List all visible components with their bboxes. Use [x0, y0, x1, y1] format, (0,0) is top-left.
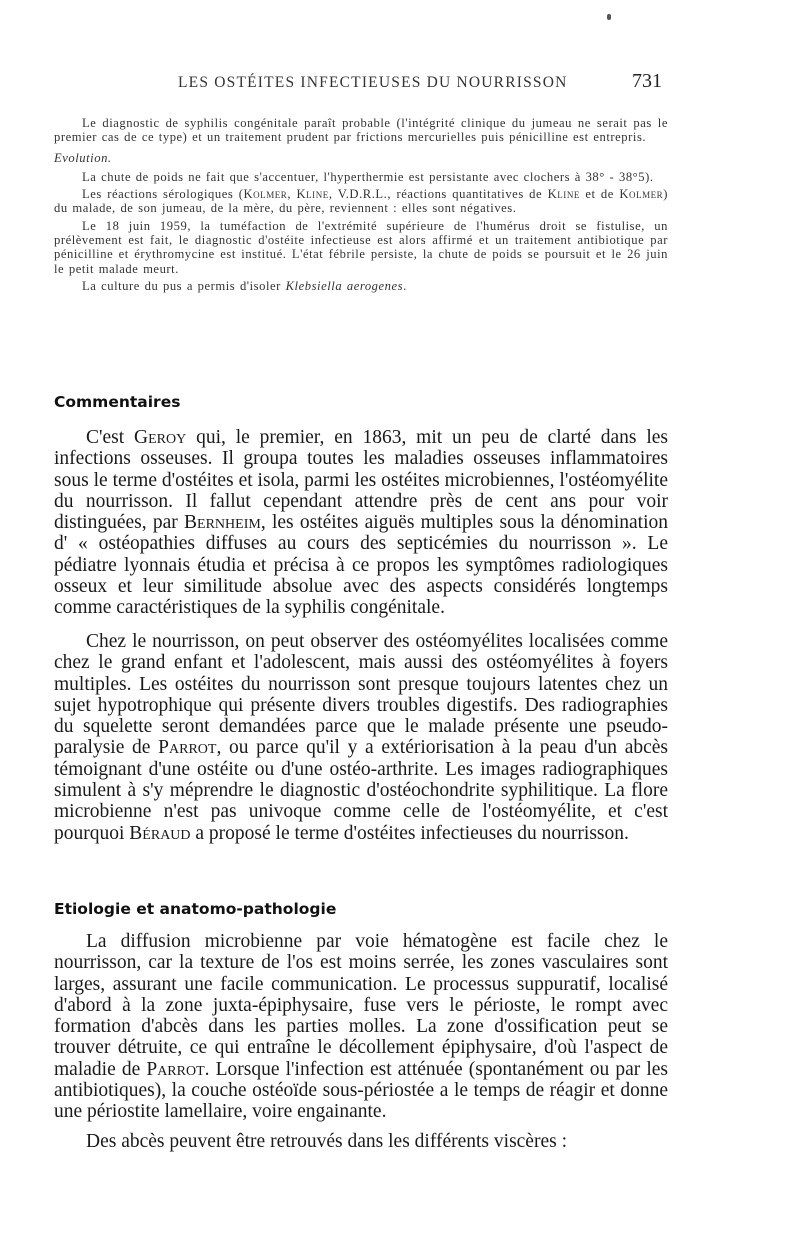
section-heading-commentaires: Commentaires: [54, 393, 181, 411]
case-report: [54, 116, 668, 293]
case-paragraph: Le diagnostic de syphilis congénitale paraît probable (l'intégrité clinique du jumeau ne serait pas le premier cas de ce type) et un traitement prudent par frictions mercurielles puis pénicilline est entrepris.: [54, 116, 668, 145]
body-paragraph: [54, 631, 668, 844]
text-run: et de: [579, 187, 620, 202]
text-run: ) du malade, de son jumeau, de la mère, du père, reviennent : elles sont négatives.: [54, 187, 668, 216]
case-paragraph: Le 18 juin 1959, la tuméfaction de l'extrémité supérieure de l'humérus droit se fistulise, un prélèvement est fait, le diagnostic d'ostéite infectieuse est alors affirmé et un traitement antibiotique par pénicilline et érythromycine est institué. L'état fébrile persiste, la chute de poids se poursuit et le 26 juin le petit malade meurt.: [54, 218, 668, 276]
paragraph-text: [54, 931, 668, 1123]
text-run: qui, le premier, en 1863, mit un peu de clarté dans les infections osseuses. Il groupa toutes les maladies osseuses inflammatoires sous le terme d'ostéites et isola, parmi les ostéites microbiennes, l'ostéomyélite du nourrisson. Il fallut cependant attendre près de cent ans pour voir distinguées, par: [54, 427, 668, 534]
text-run: La diffusion microbienne par voie hématogène est facile chez le nourrisson, car la texture de l'os est moins serrée, les zones vasculaires sont larges, assurant une facile communication. Le processus suppuratif, localisé d'abord à la zone juxta-épiphysaire, fuse vers le périoste, le rompt avec formation d'abcès dans les parties molles. La zone d'ossification peut se trouver détruite, ce qui entraîne le décollement épiphysaire, d'où l'aspect de maladie de: [54, 931, 668, 1080]
body-paragraph: [54, 931, 668, 1123]
text-run: La culture du pus a permis d'isoler: [82, 278, 286, 293]
page-number: 731: [632, 70, 662, 92]
text-run: ,: [287, 187, 297, 202]
print-speck: [607, 14, 611, 20]
case-paragraph: La chute de poids ne fait que s'accentuer, l'hyperthermie est persistante avec clochers à 38° - 38°5).: [82, 169, 654, 184]
paragraph-text: [54, 631, 668, 844]
organism-name: Klebsiella aerogenes: [285, 278, 404, 293]
text-run: Les réactions sérologiques (: [82, 187, 244, 202]
author-name: Bernheim: [184, 512, 261, 534]
author-name: Kline: [547, 187, 580, 202]
text-run: .: [403, 278, 407, 293]
case-paragraph: [54, 279, 668, 293]
body-paragraph: [54, 427, 668, 619]
text-run: , V.D.R.L., réactions quantitatives de: [328, 187, 548, 202]
paragraph-text: Des abcès peuvent être retrouvés dans les différents viscères :: [86, 1131, 567, 1152]
author-name: Parrot: [158, 737, 217, 759]
author-name: Béraud: [129, 822, 191, 844]
text-run: Chez le nourrisson, on peut observer des ostéomyélites localisées comme chez le grand enfant et l'adolescent, mais aussi des ostéomyélites à foyers multiples. Les ostéites du nourrisson sont presque toujours latentes chez un sujet hypotrophique qui présente divers troubles digestifs. Des radiographies du squelette seront demandées parce que le malade présente une pseudo-paralysie de: [54, 631, 668, 759]
text-run: C'est: [86, 427, 135, 448]
text-run: , les ostéites aiguës multiples sous la dénomination d' « ostéopathies diffuses au cours des septicémies du nourrisson ». Le pédiatre lyonnais étudia et précisa à ce propos les symptômes radiologiques osseux et leur similitude absolue avec des aspects considérés longtemps comme caractéristiques de la syphilis congénitale.: [54, 512, 668, 619]
author-name: Kolmer: [243, 187, 288, 202]
text-run: . Lorsque l'infection est atténuée (spontanément ou par les antibiotiques), la couche ostéoïde sous-périostée a le temps de réagir et donne une périostite lamellaire, voire engainante.: [54, 1058, 668, 1123]
evolution-label: Evolution.: [54, 150, 112, 165]
page-header: [0, 70, 800, 96]
text-run: , ou parce qu'il y a extériorisation à la peau d'un abcès témoignant d'une ostéite ou d'une ostéo-arthrite. Les images radiographiques simulent à s'y méprendre le diagnostic d'ostéochondrite syphilitique. La flore microbienne n'est pas univoque comme celle de l'ostéomyélite, et c'est pourquoi: [54, 737, 668, 844]
running-title: LES OSTÉITES INFECTIEUSES DU NOURRISSON: [178, 74, 568, 91]
author-name: Kline: [296, 187, 329, 202]
body-paragraph: [54, 1131, 668, 1152]
paragraph-text: [54, 427, 668, 619]
author-name: Geroy: [134, 427, 187, 448]
case-paragraph: [54, 187, 668, 216]
author-name: Parrot: [146, 1058, 205, 1080]
section-heading-etiologie: Etiologie et anatomo-pathologie: [54, 900, 337, 918]
author-name: Kolmer: [619, 187, 664, 202]
text-run: a proposé le terme d'ostéites infectieuses du nourrisson.: [190, 822, 629, 844]
